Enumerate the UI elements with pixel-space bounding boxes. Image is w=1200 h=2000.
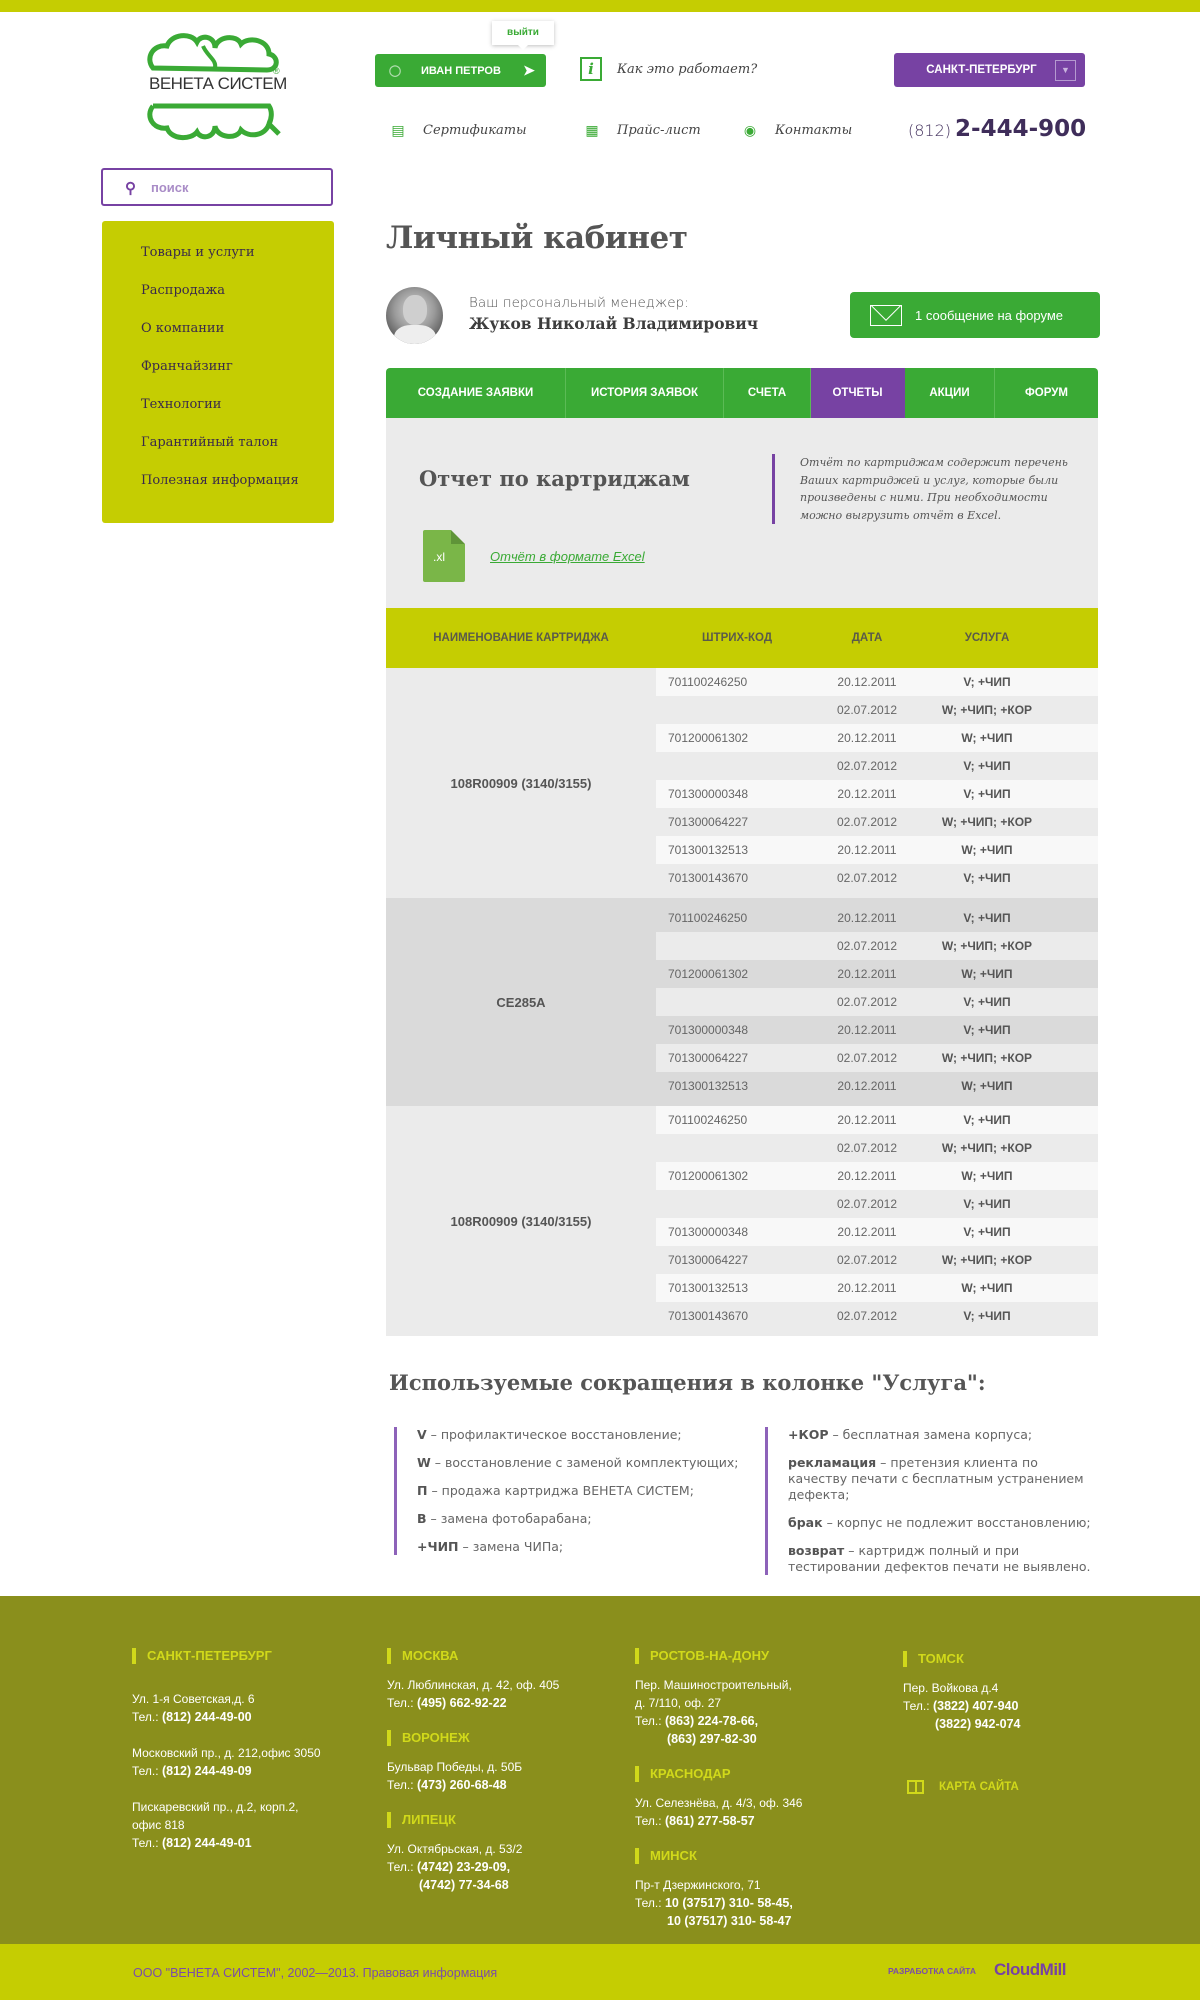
certificate-icon: ▤ xyxy=(391,121,405,138)
barcode-cell: 701300064227 xyxy=(668,815,749,829)
service-cell: W; +ЧИП xyxy=(961,967,1013,981)
footer-phone: (812) 244-49-09 xyxy=(161,1764,252,1778)
footer-city-rostov: РОСТОВ-НА-ДОНУ xyxy=(635,1648,875,1664)
table-row xyxy=(656,752,1098,780)
sidebar-item-technologies[interactable]: Технологии xyxy=(141,397,222,412)
user-icon: ◯ xyxy=(388,65,402,77)
footer-office xyxy=(132,1798,362,1852)
search-box[interactable] xyxy=(101,168,333,206)
logout-tooltip[interactable]: выйти xyxy=(492,21,554,45)
cabinet-tabs xyxy=(386,368,1098,418)
footer-col-4 xyxy=(903,1651,1093,1751)
report-panel xyxy=(386,418,1098,608)
footer-city-krasnodar: КРАСНОДАР xyxy=(635,1766,875,1782)
barcode-cell: 701300132513 xyxy=(668,843,749,857)
search-icon: ⚲ xyxy=(125,180,136,197)
footer-col-2 xyxy=(387,1648,617,1912)
service-cell: W; +ЧИП; +КОР xyxy=(941,939,1033,953)
abbreviation-term: В xyxy=(417,1511,427,1526)
date-cell: 02.07.2012 xyxy=(836,703,898,717)
date-cell: 20.12.2011 xyxy=(837,1281,897,1295)
footer-office xyxy=(132,1690,362,1726)
service-cell: W; +ЧИП xyxy=(961,1281,1013,1295)
table-row xyxy=(656,864,1098,892)
service-cell: W; +ЧИП; +КОР xyxy=(941,815,1033,829)
footer-office xyxy=(387,1758,617,1794)
barcode-cell: 701300143670 xyxy=(668,871,749,885)
abbreviation-item xyxy=(788,1455,1100,1503)
chevron-down-icon: ▼ xyxy=(1055,60,1076,81)
service-cell: V; +ЧИП xyxy=(963,1197,1011,1211)
footer-office xyxy=(132,1744,362,1780)
tel-label: Тел.: xyxy=(387,1696,414,1710)
footer-address: Ул. Люблинская, д. 42, оф. 405 xyxy=(387,1678,560,1692)
sidebar-item-franchise[interactable]: Франчайзинг xyxy=(141,359,233,374)
barcode-cell: 701200061302 xyxy=(668,1169,749,1183)
cartridge-name: 108R00909 (3140/3155) xyxy=(386,668,656,898)
nav-certificates[interactable] xyxy=(390,122,527,138)
cartridge-group xyxy=(386,668,1098,898)
user-name: ИВАН ПЕТРОВ xyxy=(421,64,501,77)
barcode-cell: 701200061302 xyxy=(668,731,749,745)
copyright-link[interactable]: ООО "ВЕНЕТА СИСТЕМ", 2002—2013. Правовая информация xyxy=(133,1966,498,1980)
abbreviation-term: брак xyxy=(788,1515,823,1530)
cartridge-rows xyxy=(656,668,1098,898)
cartridge-rows xyxy=(656,898,1098,1106)
tel-label: Тел.: xyxy=(387,1778,414,1792)
table-row xyxy=(656,904,1098,932)
table-row xyxy=(656,1162,1098,1190)
footer-office xyxy=(635,1876,875,1930)
footer-col-3 xyxy=(635,1648,875,1948)
barcode-cell: 701300132513 xyxy=(668,1281,749,1295)
footer-spb xyxy=(132,1648,362,1870)
table-row xyxy=(656,836,1098,864)
date-cell: 20.12.2011 xyxy=(837,911,897,925)
table-row xyxy=(656,932,1098,960)
manager-avatar xyxy=(386,287,443,344)
abbreviation-desc: – восстановление с заменой комплектующих; xyxy=(430,1455,739,1470)
abbreviation-desc: – претензия клиента по качеству печати с бесплатным устранением дефекта; xyxy=(788,1455,1084,1502)
table-row xyxy=(656,696,1098,724)
date-cell: 02.07.2012 xyxy=(836,995,898,1009)
nav-price-list-label: Прайс-лист xyxy=(617,122,701,138)
date-cell: 20.12.2011 xyxy=(837,787,897,801)
footer-office xyxy=(635,1794,875,1830)
col-barcode: ШТРИХ-КОД xyxy=(701,632,773,644)
abbreviation-item xyxy=(417,1455,754,1471)
footer-city-lipetsk: ЛИПЕЦК xyxy=(387,1812,617,1828)
price-list-icon: ▦ xyxy=(585,121,599,138)
service-cell: V; +ЧИП xyxy=(963,911,1011,925)
sitemap-label: КАРТА САЙТА xyxy=(939,1781,1019,1793)
service-cell: W; +ЧИП xyxy=(961,1079,1013,1093)
page-title: Личный кабинет xyxy=(386,220,688,256)
excel-export-link[interactable]: Отчёт в формате Excel xyxy=(490,549,645,564)
date-cell: 20.12.2011 xyxy=(837,843,897,857)
footer-phone: (863) 224-78-66, xyxy=(664,1714,759,1728)
footer-city-tomsk: ТОМСК xyxy=(903,1651,1093,1667)
abbreviation-item xyxy=(417,1427,754,1443)
phone-number: 2-444-900 xyxy=(955,116,1087,142)
cartridge-name: CE285A xyxy=(386,898,656,1106)
footer-address: Пискаревский пр., д.2, корп.2, xyxy=(132,1800,299,1814)
barcode-cell: 701100246250 xyxy=(668,1113,748,1127)
footer-city-spb: САНКТ-ПЕТЕРБУРГ xyxy=(132,1648,362,1664)
sidebar-item-products[interactable]: Товары и услуги xyxy=(141,245,255,260)
footer-address: Московский пр., д. 212,офис 3050 xyxy=(132,1746,321,1760)
footer-address: Бульвар Победы, д. 50Б xyxy=(387,1760,523,1774)
service-cell: V; +ЧИП xyxy=(963,1023,1011,1037)
abbreviation-term: W xyxy=(417,1455,431,1470)
abbreviation-term: возврат xyxy=(788,1543,845,1558)
tab-forum[interactable]: ФОРУМ xyxy=(1024,387,1068,399)
abbreviation-desc: – бесплатная замена корпуса; xyxy=(828,1427,1033,1442)
tab-request-history[interactable]: ИСТОРИЯ ЗАЯВОК xyxy=(566,368,724,418)
sidebar-item-useful-info[interactable]: Полезная информация xyxy=(141,473,299,488)
tel-label: Тел.: xyxy=(132,1764,159,1778)
barcode-cell: 701300000348 xyxy=(668,787,749,801)
report-description: Отчёт по картриджам содержит перечень Ваших картриджей и услуг, которые были произведены с ними. При необходимости можно выгрузить отчёт в Excel. xyxy=(772,454,1092,524)
search-input[interactable] xyxy=(151,180,301,195)
how-it-works-link[interactable] xyxy=(580,57,757,81)
table-row xyxy=(656,988,1098,1016)
abbreviation-term: рекламация xyxy=(788,1455,877,1470)
barcode-cell: 701300064227 xyxy=(668,1051,749,1065)
user-account-button[interactable] xyxy=(375,54,546,87)
footer-phone: 10 (37517) 310- 58-45, xyxy=(664,1896,793,1910)
footer-address: Ул. Селезнёва, д. 4/3, оф. 346 xyxy=(635,1796,803,1810)
col-service: УСЛУГА xyxy=(964,632,1010,644)
table-row xyxy=(656,1218,1098,1246)
table-row xyxy=(656,808,1098,836)
footer-phone: (495) 662-92-22 xyxy=(416,1696,507,1710)
service-cell: W; +ЧИП; +КОР xyxy=(941,1051,1033,1065)
barcode-cell: 701200061302 xyxy=(668,967,749,981)
table-row xyxy=(656,960,1098,988)
table-row xyxy=(656,1072,1098,1100)
footer-address-2: офис 818 xyxy=(132,1818,185,1832)
nav-contacts[interactable] xyxy=(742,122,852,138)
barcode-cell: 701100246250 xyxy=(668,911,748,925)
footer-address-2: д. 7/110, оф. 27 xyxy=(635,1696,722,1710)
barcode-cell: 701300000348 xyxy=(668,1225,749,1239)
service-cell: V; +ЧИП xyxy=(963,675,1011,689)
cartridge-rows xyxy=(656,1106,1098,1336)
table-row xyxy=(656,780,1098,808)
tel-label: Тел.: xyxy=(635,1896,662,1910)
abbreviation-item xyxy=(417,1483,754,1499)
nav-certificates-label: Сертификаты xyxy=(423,122,527,138)
tel-label: Тел.: xyxy=(903,1699,930,1713)
developer-label: РАЗРАБОТКА САЙТА xyxy=(888,1966,977,1976)
table-row xyxy=(656,1044,1098,1072)
footer-phone: (473) 260-68-48 xyxy=(416,1778,507,1792)
footer-address: Ул. 1-я Советская,д. 6 xyxy=(132,1692,255,1706)
service-cell: V; +ЧИП xyxy=(963,759,1011,773)
date-cell: 02.07.2012 xyxy=(836,1051,898,1065)
manager-name: Жуков Николай Владимирович xyxy=(469,314,759,333)
footer-phone-2: (3822) 942-074 xyxy=(935,1717,1021,1731)
envelope-icon xyxy=(870,305,902,326)
date-cell: 02.07.2012 xyxy=(836,1253,898,1267)
footer-phone: (861) 277-58-57 xyxy=(664,1814,755,1828)
tab-invoices[interactable]: СЧЕТА xyxy=(724,368,811,418)
barcode-cell: 701300132513 xyxy=(668,1079,749,1093)
abbreviation-desc: – замена фотобарабана; xyxy=(426,1511,592,1526)
footer-city-voronezh: ВОРОНЕЖ xyxy=(387,1730,617,1746)
date-cell: 20.12.2011 xyxy=(837,967,897,981)
service-cell: V; +ЧИП xyxy=(963,1113,1011,1127)
tab-promotions[interactable]: АКЦИИ xyxy=(905,368,995,418)
tab-reports[interactable]: ОТЧЕТЫ xyxy=(811,368,905,418)
footer-office xyxy=(903,1679,1093,1733)
abbreviations-right xyxy=(765,1427,1100,1575)
table-row xyxy=(656,724,1098,752)
footer-address: Пр-т Дзержинского, 71 xyxy=(635,1878,761,1892)
abbreviation-item xyxy=(417,1511,754,1527)
footer-phone: (4742) 23-29-09, xyxy=(416,1860,511,1874)
footer-phone: (812) 244-49-01 xyxy=(161,1836,252,1850)
date-cell: 02.07.2012 xyxy=(836,871,898,885)
footer-phone: (812) 244-49-00 xyxy=(161,1710,252,1724)
abbreviation-term: V xyxy=(417,1427,427,1442)
cartridge-group xyxy=(386,898,1098,1106)
date-cell: 20.12.2011 xyxy=(837,1023,897,1037)
sidebar-item-about[interactable]: О компании xyxy=(141,321,225,336)
abbreviation-term: +КОР xyxy=(788,1427,829,1442)
sidebar-menu xyxy=(102,221,334,523)
location-pin-icon: ◉ xyxy=(743,121,757,138)
abbreviation-desc: – профилактическое восстановление; xyxy=(426,1427,682,1442)
table-row xyxy=(656,668,1098,696)
service-cell: V; +ЧИП xyxy=(963,1225,1011,1239)
footer-phone: (3822) 407-940 xyxy=(932,1699,1019,1713)
service-cell: W; +ЧИП; +КОР xyxy=(941,1253,1033,1267)
date-cell: 02.07.2012 xyxy=(836,759,898,773)
service-cell: W; +ЧИП; +КОР xyxy=(941,703,1033,717)
how-it-works-label: Как это работает? xyxy=(617,61,758,77)
date-cell: 02.07.2012 xyxy=(836,939,898,953)
abbreviation-term: +ЧИП xyxy=(417,1539,459,1554)
logo-text: ВЕНЕТА СИСТЕМ xyxy=(149,74,287,93)
footer-office xyxy=(387,1840,617,1894)
phone-code: (812) xyxy=(908,121,952,140)
tel-label: Тел.: xyxy=(132,1710,159,1724)
table-row xyxy=(656,1274,1098,1302)
manager-label: Ваш персональный менеджер: xyxy=(469,295,689,311)
table-body xyxy=(386,668,1098,1336)
abbreviation-item xyxy=(788,1427,1100,1443)
date-cell: 02.07.2012 xyxy=(836,1197,898,1211)
tel-label: Тел.: xyxy=(635,1814,662,1828)
col-date: ДАТА xyxy=(851,632,883,644)
sidebar-item-sale[interactable]: Распродажа xyxy=(141,283,226,298)
cartridge-name: 108R00909 (3140/3155) xyxy=(386,1106,656,1336)
table-row xyxy=(656,1106,1098,1134)
barcode-cell: 701300143670 xyxy=(668,1309,749,1323)
table-row xyxy=(656,1190,1098,1218)
footer-city-minsk: МИНСК xyxy=(635,1848,875,1864)
table-row xyxy=(656,1302,1098,1330)
service-cell: V; +ЧИП xyxy=(963,871,1011,885)
date-cell: 02.07.2012 xyxy=(836,1141,898,1155)
abbreviation-item xyxy=(788,1515,1100,1531)
footer-address: Ул. Октябрьская, д. 53/2 xyxy=(387,1842,523,1856)
barcode-cell: 701100246250 xyxy=(668,675,748,689)
service-cell: W; +ЧИП xyxy=(961,731,1013,745)
abbreviation-desc: – корпус не подлежит восстановлению; xyxy=(822,1515,1091,1530)
date-cell: 20.12.2011 xyxy=(837,1079,897,1093)
service-cell: V; +ЧИП xyxy=(963,995,1011,1009)
table-row xyxy=(656,1246,1098,1274)
cartridge-group xyxy=(386,1106,1098,1336)
book-icon xyxy=(907,1780,924,1794)
avatar-body xyxy=(394,325,436,344)
abbreviation-desc: – картридж полный и при тестировании дефектов печати не выявлено. xyxy=(788,1543,1091,1574)
nav-price-list[interactable] xyxy=(584,122,701,138)
date-cell: 20.12.2011 xyxy=(837,1113,897,1127)
col-cartridge-name: НАИМЕНОВАНИЕ КАРТРИДЖА xyxy=(433,632,609,644)
abbreviation-item xyxy=(788,1543,1100,1575)
header-phone xyxy=(908,116,1086,142)
logout-arrow-icon[interactable]: ➤ xyxy=(523,62,535,78)
tel-label: Тел.: xyxy=(635,1714,662,1728)
abbreviation-item xyxy=(417,1539,754,1555)
excel-icon-label: .xl xyxy=(433,550,445,564)
service-cell: V; +ЧИП xyxy=(963,787,1011,801)
service-cell: W; +ЧИП; +КОР xyxy=(941,1141,1033,1155)
abbreviations-title: Используемые сокращения в колонке "Услуга": xyxy=(389,1370,986,1395)
service-cell: W; +ЧИП xyxy=(961,843,1013,857)
tab-create-request[interactable]: СОЗДАНИЕ ЗАЯВКИ xyxy=(386,368,566,418)
date-cell: 02.07.2012 xyxy=(836,1309,898,1323)
footer-phone-2: 10 (37517) 310- 58-47 xyxy=(667,1914,792,1928)
date-cell: 20.12.2011 xyxy=(837,1225,897,1239)
table-header xyxy=(386,608,1098,668)
avatar-face xyxy=(403,295,427,325)
abbreviation-desc: – замена ЧИПа; xyxy=(458,1539,564,1554)
nav-contacts-label: Контакты xyxy=(775,122,853,138)
date-cell: 02.07.2012 xyxy=(836,815,898,829)
abbreviations-left xyxy=(394,1427,754,1555)
date-cell: 20.12.2011 xyxy=(837,731,897,745)
footer-office xyxy=(387,1676,617,1712)
top-accent-bar xyxy=(0,0,1200,12)
report-title: Отчет по картриджам xyxy=(419,466,690,491)
date-cell: 20.12.2011 xyxy=(837,675,897,689)
service-cell: W; +ЧИП xyxy=(961,1169,1013,1183)
footer-phone-2: (4742) 77-34-68 xyxy=(419,1878,509,1892)
footer-address: Пер. Машиностроительный, xyxy=(635,1678,792,1692)
abbreviation-desc: – продажа картриджа ВЕНЕТА СИСТЕМ; xyxy=(427,1483,694,1498)
date-cell: 20.12.2011 xyxy=(837,1169,897,1183)
info-icon: i xyxy=(580,57,602,81)
table-row xyxy=(656,1134,1098,1162)
service-cell: V; +ЧИП xyxy=(963,1309,1011,1323)
city-select[interactable] xyxy=(894,53,1085,87)
barcode-cell: 701300000348 xyxy=(668,1023,749,1037)
barcode-cell: 701300064227 xyxy=(668,1253,749,1267)
footer-city-moscow: МОСКВА xyxy=(387,1648,617,1664)
registered-mark: ® xyxy=(273,66,280,76)
forum-messages-button[interactable] xyxy=(850,292,1100,338)
sidebar-item-warranty[interactable]: Гарантийный талон xyxy=(141,435,279,450)
developer-logo[interactable]: CloudMill xyxy=(994,1960,1066,1979)
abbreviation-term: П xyxy=(417,1483,428,1498)
footer-phone-2: (863) 297-82-30 xyxy=(667,1732,757,1746)
city-name: САНКТ-ПЕТЕРБУРГ xyxy=(926,64,1037,76)
forum-messages-label: 1 сообщение на форуме xyxy=(915,307,1064,323)
tel-label: Тел.: xyxy=(387,1860,414,1874)
table-row xyxy=(656,1016,1098,1044)
logo[interactable] xyxy=(145,30,285,145)
sitemap-link[interactable] xyxy=(907,1780,1019,1794)
excel-file-icon[interactable] xyxy=(423,530,465,582)
tel-label: Тел.: xyxy=(132,1836,159,1850)
footer-office xyxy=(635,1676,875,1748)
footer-address: Пер. Войкова д.4 xyxy=(903,1681,999,1695)
